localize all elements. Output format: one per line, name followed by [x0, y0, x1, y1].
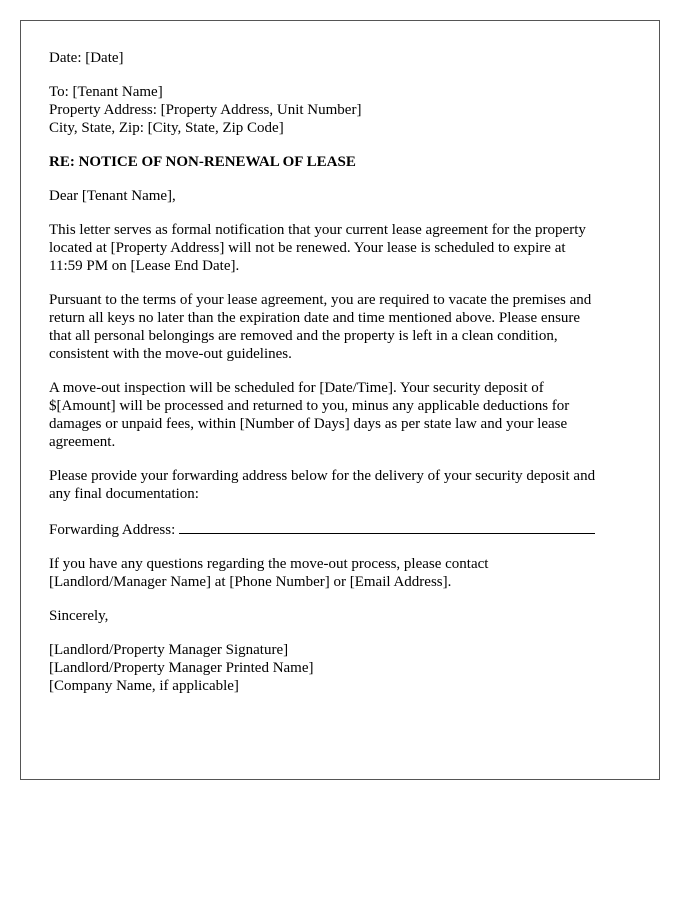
- date-line: Date: [Date]: [49, 50, 124, 66]
- letter-page: [20, 20, 660, 780]
- paragraph-line: Pursuant to the terms of your lease agreement, you are required to vacate the premises and: [49, 292, 592, 308]
- paragraph-line: damages or unpaid fees, within [Number of Days] days as per state law and your lease: [49, 416, 568, 432]
- letter-body: [49, 49, 645, 711]
- subject-line: RE: NOTICE OF NON-RENEWAL OF LEASE: [49, 154, 356, 170]
- printed-name-line: [Landlord/Property Manager Printed Name]: [49, 660, 314, 676]
- recipient-name-line: To: [Tenant Name]: [49, 84, 163, 100]
- paragraph-contact: [49, 555, 645, 591]
- paragraph-line: Please provide your forwarding address below for the delivery of your security deposit and: [49, 468, 596, 484]
- paragraph-line: A move-out inspection will be scheduled for [Date/Time]. Your security deposit of: [49, 380, 544, 396]
- salutation-line: Dear [Tenant Name],: [49, 188, 176, 204]
- paragraph-line: consistent with the move-out guidelines.: [49, 346, 292, 362]
- paragraph-notification: [49, 221, 645, 275]
- forwarding-address-row: [49, 519, 645, 539]
- paragraph-forwarding-request: [49, 467, 645, 503]
- forwarding-address-field[interactable]: [179, 519, 595, 534]
- closing-section: [49, 607, 645, 625]
- paragraph-line: located at [Property Address] will not be renewed. Your lease is scheduled to expire at: [49, 240, 566, 256]
- subject-heading: [49, 153, 645, 171]
- closing-line: Sincerely,: [49, 608, 109, 624]
- recipient-block: [49, 83, 645, 137]
- company-name-line: [Company Name, if applicable]: [49, 678, 239, 694]
- signature-line: [Landlord/Property Manager Signature]: [49, 642, 289, 658]
- paragraph-line: any final documentation:: [49, 486, 199, 502]
- date-section: [49, 49, 645, 67]
- paragraph-line: $[Amount] will be processed and returned to you, minus any applicable deductions for: [49, 398, 570, 414]
- paragraph-vacate: [49, 291, 645, 363]
- salutation-section: [49, 187, 645, 205]
- property-address-line: Property Address: [Property Address, Unit Number]: [49, 102, 362, 118]
- paragraph-inspection: [49, 379, 645, 451]
- paragraph-line: This letter serves as formal notification that your current lease agreement for the property: [49, 222, 586, 238]
- paragraph-line: that all personal belongings are removed and the property is left in a clean condition,: [49, 328, 558, 344]
- signature-block: [49, 641, 645, 695]
- paragraph-line: agreement.: [49, 434, 116, 450]
- paragraph-line: [Landlord/Manager Name] at [Phone Number] or [Email Address].: [49, 574, 452, 590]
- paragraph-line: If you have any questions regarding the move-out process, please contact: [49, 556, 489, 572]
- paragraph-line: return all keys no later than the expiration date and time mentioned above. Please ensure: [49, 310, 581, 326]
- city-state-zip-line: City, State, Zip: [City, State, Zip Code]: [49, 120, 284, 136]
- paragraph-line: 11:59 PM on [Lease End Date].: [49, 258, 240, 274]
- forwarding-address-label: Forwarding Address:: [49, 522, 176, 538]
